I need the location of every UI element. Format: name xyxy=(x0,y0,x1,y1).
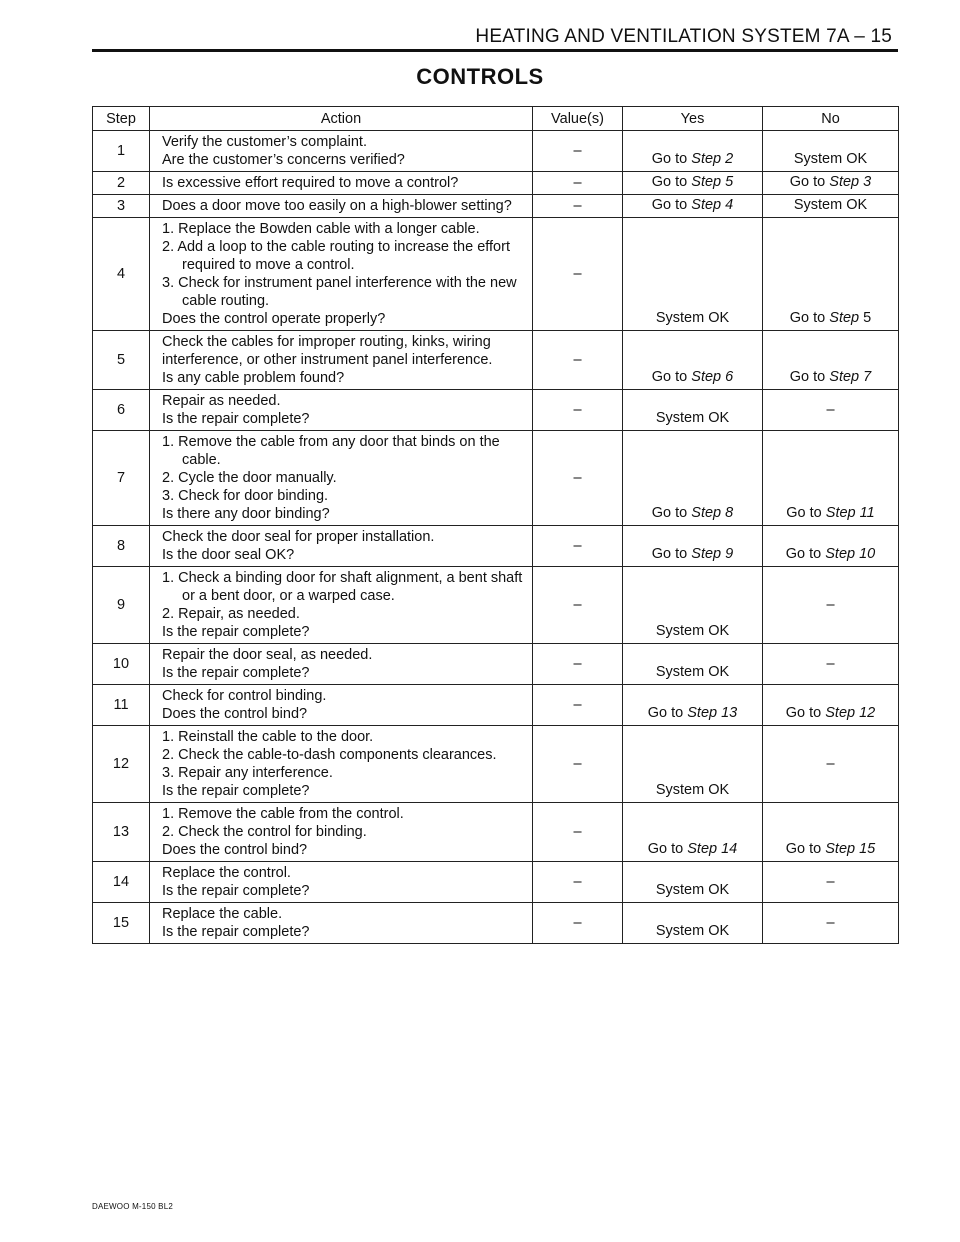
action-line: Is the repair complete? xyxy=(162,665,310,681)
table-row xyxy=(93,567,899,644)
table-row xyxy=(93,803,899,862)
header-rule xyxy=(92,49,898,52)
step-number: 10 xyxy=(93,644,150,685)
step-number: 15 xyxy=(93,903,150,944)
value-cell: – xyxy=(533,862,623,903)
action-line: Check for control binding. xyxy=(162,688,327,704)
action-numbered-item: 2. Check the control for binding. xyxy=(162,824,367,840)
action-numbered-item: 1. Reinstall the cable to the door. xyxy=(162,729,374,745)
outcome-text: System OK xyxy=(655,664,730,680)
outcome-dash: – xyxy=(826,402,835,418)
outcome-text: Go to xyxy=(651,151,692,167)
table-row xyxy=(93,218,899,331)
col-header-action: Action xyxy=(150,107,533,131)
yes-cell xyxy=(623,195,763,218)
outcome-text: Go to xyxy=(651,505,692,521)
yes-cell xyxy=(623,862,763,903)
outcome-text: Go to xyxy=(785,546,826,562)
action-cell xyxy=(150,903,533,944)
step-reference: Step 8 xyxy=(691,505,734,521)
outcome-text: Go to xyxy=(651,546,692,562)
outcome-text: System OK xyxy=(655,310,730,326)
action-cell xyxy=(150,431,533,526)
step-reference: Step 10 xyxy=(825,546,876,562)
action-numbered-item: 1. Remove the cable from any door that binds on the cable. xyxy=(162,434,500,468)
step-reference: Step 4 xyxy=(691,197,734,213)
step-reference: Step 13 xyxy=(687,705,738,721)
action-cell xyxy=(150,803,533,862)
outcome-text: Go to xyxy=(789,310,830,326)
action-line: Repair the door seal, as needed. xyxy=(162,647,373,663)
action-cell xyxy=(150,172,533,195)
action-numbered-item: 2. Check the cable-to-dash components clearances. xyxy=(162,747,497,763)
action-line: Replace the cable. xyxy=(162,906,283,922)
outcome-text: System OK xyxy=(655,782,730,798)
action-line: Does the control bind? xyxy=(162,842,308,858)
table-row xyxy=(93,172,899,195)
action-cell xyxy=(150,131,533,172)
table-row xyxy=(93,390,899,431)
value-cell: – xyxy=(533,685,623,726)
outcome-dash: – xyxy=(826,915,835,931)
table-row xyxy=(93,903,899,944)
outcome-text: Go to xyxy=(785,841,826,857)
table-row xyxy=(93,862,899,903)
table-row xyxy=(93,431,899,526)
step-number: 2 xyxy=(93,172,150,195)
outcome-dash: – xyxy=(826,874,835,890)
no-cell xyxy=(763,567,899,644)
action-numbered-item: 1. Check a binding door for shaft alignment, a bent shaft or a bent door, or a warped case. xyxy=(162,570,523,604)
step-number: 7 xyxy=(93,431,150,526)
value-cell: – xyxy=(533,726,623,803)
action-line: Check the cables for improper routing, kinks, wiring interference, or other instrument panel interference. xyxy=(162,334,493,368)
action-line: Are the customer’s concerns verified? xyxy=(162,152,405,168)
table-row xyxy=(93,526,899,567)
step-number: 12 xyxy=(93,726,150,803)
step-number: 14 xyxy=(93,862,150,903)
step-number: 4 xyxy=(93,218,150,331)
action-line: Is excessive effort required to move a control? xyxy=(162,175,459,191)
step-reference: Step 6 xyxy=(691,369,734,385)
table-row xyxy=(93,331,899,390)
no-cell xyxy=(763,685,899,726)
action-cell xyxy=(150,644,533,685)
step-reference: Step 11 xyxy=(825,505,875,521)
no-cell xyxy=(763,195,899,218)
table-row xyxy=(93,685,899,726)
yes-cell xyxy=(623,390,763,431)
action-cell xyxy=(150,218,533,331)
no-cell xyxy=(763,903,899,944)
col-header-values: Value(s) xyxy=(533,107,623,131)
no-cell xyxy=(763,218,899,331)
no-cell xyxy=(763,862,899,903)
action-line: Is the repair complete? xyxy=(162,624,310,640)
action-numbered-item: 2. Add a loop to the cable routing to increase the effort required to move a control. xyxy=(162,239,510,273)
step-reference: Step xyxy=(829,310,860,326)
outcome-text: Go to xyxy=(785,705,826,721)
step-number: 1 xyxy=(93,131,150,172)
step-number: 13 xyxy=(93,803,150,862)
outcome-suffix: 5 xyxy=(859,310,872,326)
outcome-text: Go to xyxy=(786,505,826,521)
action-cell xyxy=(150,862,533,903)
action-cell xyxy=(150,526,533,567)
action-numbered-item: 3. Repair any interference. xyxy=(162,765,333,781)
step-reference: Step 5 xyxy=(691,174,734,190)
yes-cell xyxy=(623,726,763,803)
value-cell: – xyxy=(533,218,623,331)
action-numbered-item: 1. Replace the Bowden cable with a longer cable. xyxy=(162,221,480,237)
step-number: 3 xyxy=(93,195,150,218)
footer-code: DAEWOO M-150 BL2 xyxy=(92,1202,174,1211)
action-cell xyxy=(150,390,533,431)
action-numbered-item: 3. Check for instrument panel interference with the new cable routing. xyxy=(162,275,517,309)
step-number: 5 xyxy=(93,331,150,390)
outcome-dash: – xyxy=(826,656,835,672)
outcome-text: System OK xyxy=(793,151,868,167)
action-line: Does the control bind? xyxy=(162,706,308,722)
table-row xyxy=(93,726,899,803)
outcome-text: Go to xyxy=(647,841,688,857)
no-cell xyxy=(763,131,899,172)
action-line: Verify the customer’s complaint. xyxy=(162,134,367,150)
yes-cell xyxy=(623,526,763,567)
step-reference: Step 14 xyxy=(687,841,738,857)
action-cell xyxy=(150,331,533,390)
outcome-text: Go to xyxy=(651,174,692,190)
no-cell xyxy=(763,431,899,526)
no-cell xyxy=(763,526,899,567)
outcome-text: Go to xyxy=(651,197,692,213)
value-cell: – xyxy=(533,331,623,390)
action-line: Is the repair complete? xyxy=(162,411,310,427)
step-reference: Step 9 xyxy=(691,546,734,562)
action-numbered-item: 2. Repair, as needed. xyxy=(162,606,300,622)
no-cell xyxy=(763,331,899,390)
value-cell: – xyxy=(533,431,623,526)
value-cell: – xyxy=(533,172,623,195)
action-cell xyxy=(150,567,533,644)
action-numbered-item: 2. Cycle the door manually. xyxy=(162,470,337,486)
action-line: Does a door move too easily on a high-blower setting? xyxy=(162,198,512,214)
table-body xyxy=(93,131,899,944)
outcome-text: Go to xyxy=(789,174,830,190)
step-reference: Step 12 xyxy=(825,705,876,721)
value-cell: – xyxy=(533,803,623,862)
action-line: Is the repair complete? xyxy=(162,883,310,899)
no-cell xyxy=(763,390,899,431)
step-reference: Step 15 xyxy=(825,841,876,857)
diagnostic-table xyxy=(92,106,899,944)
action-line: Repair as needed. xyxy=(162,393,281,409)
value-cell: – xyxy=(533,903,623,944)
value-cell: – xyxy=(533,390,623,431)
table-row xyxy=(93,644,899,685)
value-cell: – xyxy=(533,644,623,685)
table-row xyxy=(93,131,899,172)
outcome-dash: – xyxy=(826,756,835,772)
no-cell xyxy=(763,726,899,803)
value-cell: – xyxy=(533,195,623,218)
yes-cell xyxy=(623,567,763,644)
step-reference: Step 7 xyxy=(829,369,872,385)
value-cell: – xyxy=(533,526,623,567)
outcome-text: System OK xyxy=(655,410,730,426)
yes-cell xyxy=(623,803,763,862)
outcome-dash: – xyxy=(826,597,835,613)
page-title: CONTROLS xyxy=(416,64,544,89)
yes-cell xyxy=(623,331,763,390)
no-cell xyxy=(763,803,899,862)
outcome-text: System OK xyxy=(793,197,868,213)
col-header-yes: Yes xyxy=(623,107,763,131)
outcome-text: System OK xyxy=(655,923,730,939)
action-line: Check the door seal for proper installation. xyxy=(162,529,435,545)
step-reference: Step 2 xyxy=(691,151,734,167)
yes-cell xyxy=(623,685,763,726)
outcome-text: Go to xyxy=(651,369,692,385)
yes-cell xyxy=(623,644,763,685)
action-line: Does the control operate properly? xyxy=(162,311,386,327)
action-cell xyxy=(150,685,533,726)
value-cell: – xyxy=(533,567,623,644)
col-header-no: No xyxy=(763,107,899,131)
outcome-text: Go to xyxy=(789,369,830,385)
step-reference: Step 3 xyxy=(829,174,872,190)
action-numbered-item: 1. Remove the cable from the control. xyxy=(162,806,404,822)
action-line: Is the repair complete? xyxy=(162,924,310,940)
outcome-text: System OK xyxy=(655,882,730,898)
page-header: HEATING AND VENTILATION SYSTEM 7A – 15 xyxy=(475,26,892,47)
yes-cell xyxy=(623,131,763,172)
step-number: 11 xyxy=(93,685,150,726)
step-number: 8 xyxy=(93,526,150,567)
outcome-text: System OK xyxy=(655,623,730,639)
action-line: Is the door seal OK? xyxy=(162,547,295,563)
action-numbered-item: 3. Check for door binding. xyxy=(162,488,329,504)
yes-cell xyxy=(623,172,763,195)
yes-cell xyxy=(623,903,763,944)
value-cell: – xyxy=(533,131,623,172)
action-cell xyxy=(150,726,533,803)
action-line: Is there any door binding? xyxy=(162,506,330,522)
yes-cell xyxy=(623,431,763,526)
step-number: 9 xyxy=(93,567,150,644)
table-row xyxy=(93,195,899,218)
action-line: Is the repair complete? xyxy=(162,783,310,799)
table-header-row xyxy=(93,107,899,131)
outcome-text: Go to xyxy=(647,705,688,721)
step-number: 6 xyxy=(93,390,150,431)
action-line: Is any cable problem found? xyxy=(162,370,345,386)
action-cell xyxy=(150,195,533,218)
yes-cell xyxy=(623,218,763,331)
action-line: Replace the control. xyxy=(162,865,291,881)
col-header-step: Step xyxy=(93,107,150,131)
no-cell xyxy=(763,644,899,685)
no-cell xyxy=(763,172,899,195)
